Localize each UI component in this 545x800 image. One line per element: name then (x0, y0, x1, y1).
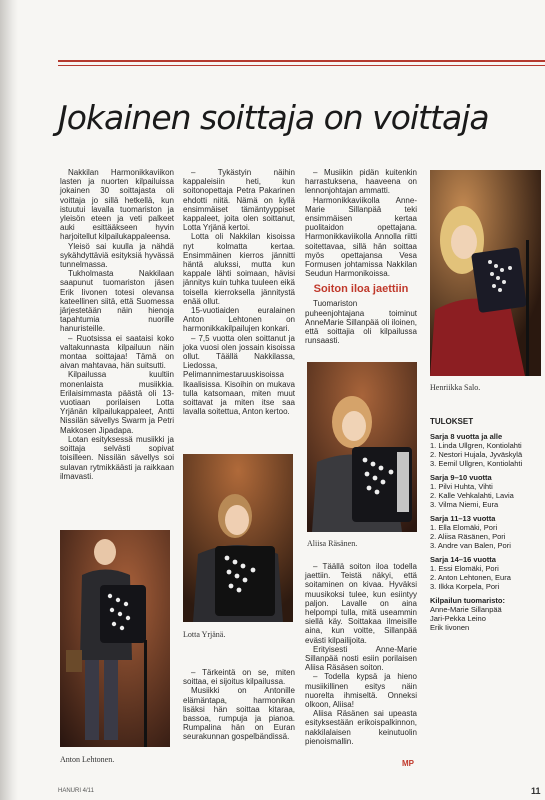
article-column-2-bottom (183, 668, 295, 742)
results-category: Sarja 11–13 vuotta (430, 514, 496, 523)
caption-henriikka: Henriikka Salo. (430, 383, 481, 392)
paragraph: Aliisa Räsänen sai upeasta esityksestään erikoispalkinnon, nakkilalaisen keinutuolin pienoismallin. (305, 709, 417, 746)
article-column-2 (183, 168, 295, 416)
results-entry: 2. Anton Lehtonen, Eura (430, 573, 511, 582)
results-entry: 1. Essi Elomäki, Pori (430, 564, 499, 573)
paragraph: – Tykästyin näihin kappaleisiin heti, kun soitonopettaja Petra Pakarinen ehdotti niitä. Nämä on kyllä ensimmäiset tämäntyyppiset kappaleet, joita olen soittanut, Lotta Yrjänä kertoi. (183, 168, 295, 233)
header-rule (58, 60, 545, 62)
paragraph: Harmonikkaviikolla AnneMarie Sillanpää teki ensimmäisen kertaa puolitaidon opettajana. Harmonikkaviikolla Annolla riitti soitettavaa, sillä hän soittaa myös opettajansa Vesa Formusen johtamissa Nakkilan Seudun Harmonikoissa. (305, 195, 417, 279)
article-title: Jokainen soittaja on voittaja (58, 98, 489, 137)
subheading: Soiton iloa jaettiin (313, 283, 409, 296)
results-entry: 2. Aliisa Räsänen, Pori (430, 532, 506, 541)
results-heading: TULOKSET (430, 417, 474, 426)
page-number: 11 (531, 786, 541, 796)
photo-lotta-yrjana (183, 454, 293, 622)
paragraph: – Tärkeintä on se, miten soittaa, ei sijoitus kilpailussa. (183, 668, 295, 687)
results-category: Sarja 8 vuotta ja alle (430, 432, 503, 441)
photo-aliisa-rasanen (307, 362, 417, 532)
article-column-3-bottom (305, 562, 417, 746)
paragraph: Lotta oli Nakkilan kisoissa nyt kolmatta kertaa. Ensimmäinen kierros jännitti häntä alukssi, mutta kun kappale lähti soimaan, hävisi jännitys kuin tuhka tuuleen eikä toisella kierroksella jännitystä enää ollut. (183, 232, 295, 306)
results-box (430, 417, 545, 632)
paragraph: Tukholmasta Nakkilaan saapunut tuomariston jäsen Erik Iivonen totesi olevansa kateellinen siitä, että Suomessa järjestetään näin hienoja tapahtumia nuorille hanuristeille. (60, 269, 174, 334)
results-entry: 3. Vilma Niemi, Eura (430, 500, 499, 509)
results-entry: 3. Eemil Ullgren, Kontiolahti (430, 459, 523, 468)
photo-henriikka-salo (430, 170, 541, 376)
caption-aliisa: Aliisa Räsänen. (307, 539, 358, 548)
photo-anton-lehtonen (60, 530, 170, 747)
paragraph: – Täällä soiton iloa todella jaettiin. Teistä näkyi, että soitaminen on kivaa. Hyväksi muusikoksi tulee, kun esiintyy paljon. Lavalle on aina helpompi tulla, mitä useammin siellä käy. Soittakaa ilmeisille aina, kun voitte, Sillanpää evästi kilpailijoita. (305, 562, 417, 645)
article-column-3 (305, 168, 417, 345)
results-category: Kilpailun tuomaristo: (430, 596, 505, 605)
article-column-1 (60, 168, 174, 481)
paragraph: Kilpailussa kuultiin monenlaista musiikkia. Erilaisimmasta päästä oli 13-vuotiaan porilaisen Lotta Yrjänän kilpailukappaleet, Antti Nissilän sävellys Swarm ja Petri Makkosen Jipadapa. (60, 370, 174, 435)
results-category: Sarja 9–10 vuotta (430, 473, 492, 482)
paragraph: Erityisesti Anne-Marie Sillanpää nosti esiin porilaisen Aliisa Räsäsen soiton. (305, 644, 417, 673)
results-entry: 1. Ella Elomäki, Pori (430, 523, 498, 532)
header-rule-thin (58, 65, 545, 66)
paragraph: Lotan esityksessä musiikki ja soittaja selvästi sopivat toisilleen. Nissilän sävellys soi sulavan rytmikkäästi ja raikkaan ilmavasti. (60, 434, 174, 481)
caption-anton: Anton Lehtonen. (60, 755, 115, 764)
author-signature: MP (402, 759, 414, 768)
paragraph: 15-vuotiaiden euralainen Anton Lehtonen on harmonikkakilpailujen konkari. (183, 306, 295, 334)
magazine-footer: HANURI 4/11 (58, 788, 94, 794)
page-gutter (0, 0, 18, 800)
paragraph: Nakkilan Harmonikkaviikon lasten ja nuorten kilpailuissa jokainen 30 soittajasta oli voittaja jo sillä hetkellä, kun istuutui lavalla tuomariston ja yleisön eteen ja veti palkeet auki esittääkseen hyvin harjoitellut kilpailukappaleensa. (60, 168, 174, 242)
results-entry: 1. Pilvi Huhta, Vihti (430, 482, 493, 491)
paragraph: – 7,5 vuotta olen soittanut ja joka vuosi olen jossain kisoissa ollut. Täällä Nakkilassa, Liedossa, Pelimannimestaruuskisoissa Ikaalisissa. Kisoihin on mukava tulla katsomaan, miten muut soittavat ja miten itse saa lavalla soitettua, Anton kertoo. (183, 333, 295, 417)
paragraph: Yleisö sai kuulla ja nähdä sykähdyttäviä esityksiä hyvässä tunnelmassa. (60, 241, 174, 270)
paragraph: Musiikki on Antonille elämäntapa, harmonikan lisäksi hän soittaa kitaraa, bassoa, rumpuja ja pianoa. Rumpalina hän on Euran seurakunnan gospelbändissä. (183, 686, 295, 742)
results-entry: 2. Nestori Hujala, Jyväskylä (430, 450, 523, 459)
caption-lotta: Lotta Yrjänä. (183, 630, 226, 639)
results-category: Sarja 14–16 vuotta (430, 555, 496, 564)
results-entry: Anne-Marie Sillanpää (430, 605, 502, 614)
results-entry: 3. Ilkka Korpela, Pori (430, 582, 500, 591)
paragraph: Tuomariston puheenjohtajana toiminut AnneMarie Sillanpää oli iloinen, että soittajia oli kilpailussa runsaasti. (305, 299, 417, 346)
results-entry: 3. Andre van Balen, Pori (430, 541, 511, 550)
paragraph: – Ruotsissa ei saataisi koko valtakunnasta kilpailuun näin montaa soittajaa! Tämä on aivan mahtavaa, hän suitsutti. (60, 333, 174, 371)
results-entry: 2. Kalle Vehkalahti, Lavia (430, 491, 514, 500)
paragraph: – Musiikin pidän kuitenkin harrastuksena, haaveena on lennonjohtajan ammatti. (305, 168, 417, 196)
results-entry: 1. Linda Ullgren, Kontiolahti (430, 441, 522, 450)
results-entry: Jari-Pekka Leino (430, 614, 486, 623)
paragraph: – Todella kypsä ja hieno musiikillinen esitys näin nuorelta ihmiseltä. Onneksi olkoon, Aliisa! (305, 672, 417, 710)
results-entry: Erik Iivonen (430, 623, 470, 632)
